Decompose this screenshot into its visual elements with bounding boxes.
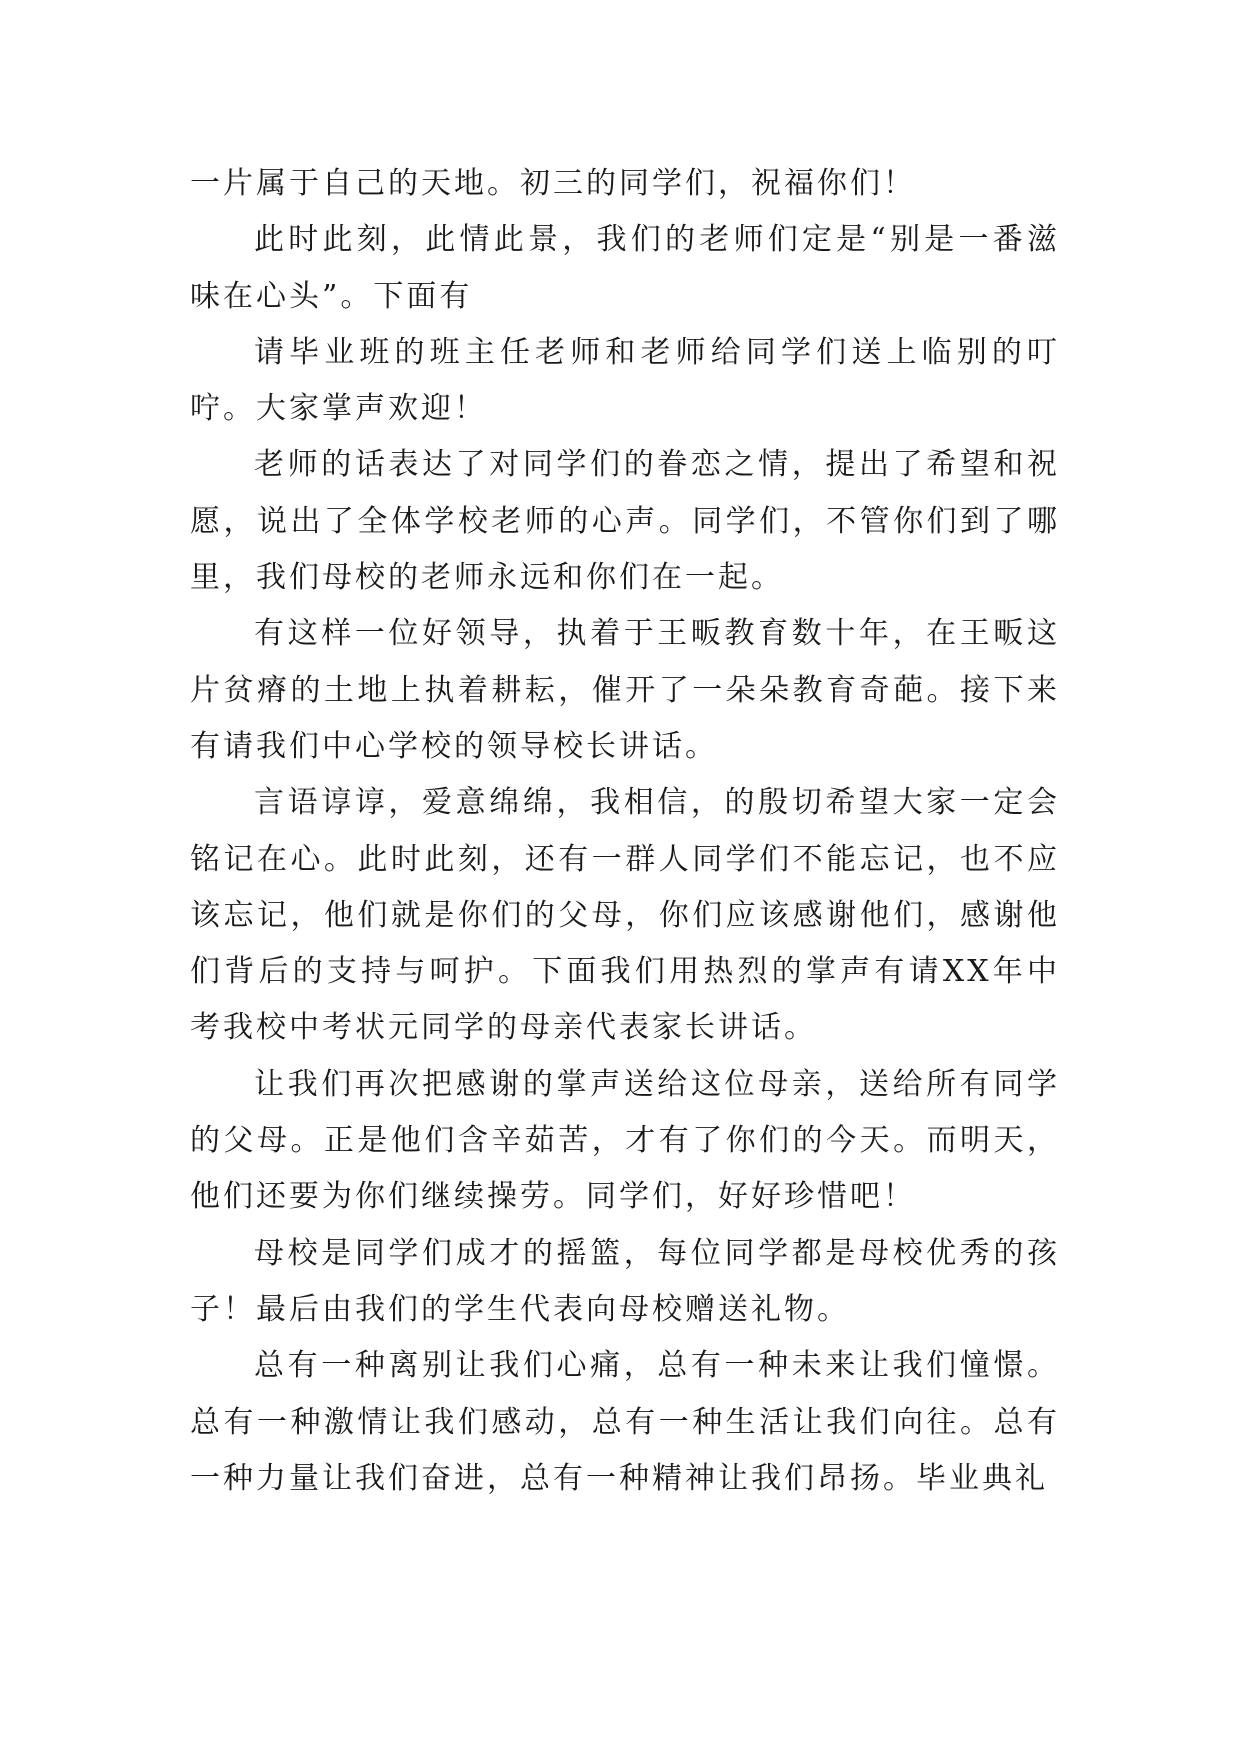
paragraph-3: 请毕业班的班主任老师和老师给同学们送上临别的叮咛。大家掌声欢迎！ (190, 334, 1060, 427)
document-body (190, 156, 1060, 1507)
paragraph-6: 言语谆谆，爱意绵绵，我相信，的殷切希望大家一定会铭记在心。此时此刻，还有一群人同学们不能忘记，也不应该忘记，他们就是你们的父母，你们应该感谢他们，感谢他们背后的支持与呵护。下面我们用热烈的掌声有请XX年中考我校中考状元同学的母亲代表家长讲话。 (190, 785, 1060, 1046)
paragraph-2: 此时此刻，此情此景，我们的老师们定是“别是一番滋味在心头”。下面有 (190, 222, 1060, 314)
paragraph-5: 有这样一位好领导，执着于王畈教育数十年，在王畈这片贫瘠的土地上执着耕耘，催开了一朵朵教育奇葩。接下来有请我们中心学校的领导校长讲话。 (190, 616, 1060, 764)
paragraph-9: 总有一种离别让我们心痛，总有一种未来让我们憧憬。总有一种激情让我们感动，总有一种生活让我们向往。总有一种力量让我们奋进，总有一种精神让我们昂扬。毕业典礼 (190, 1348, 1060, 1496)
paragraph-8: 母校是同学们成才的摇篮，每位同学都是母校优秀的孩子！最后由我们的学生代表向母校赠送礼物。 (190, 1235, 1060, 1327)
paragraph-4: 老师的话表达了对同学们的眷恋之情，提出了希望和祝愿，说出了全体学校老师的心声。同学们，不管你们到了哪里，我们母校的老师永远和你们在一起。 (190, 447, 1060, 596)
paragraph-7: 让我们再次把感谢的掌声送给这位母亲，送给所有同学的父母。正是他们含辛茹苦，才有了你们的今天。而明天，他们还要为你们继续操劳。同学们，好好珍惜吧！ (190, 1066, 1060, 1215)
paragraph-1: 一片属于自己的天地。初三的同学们，祝福你们！ (190, 166, 916, 201)
